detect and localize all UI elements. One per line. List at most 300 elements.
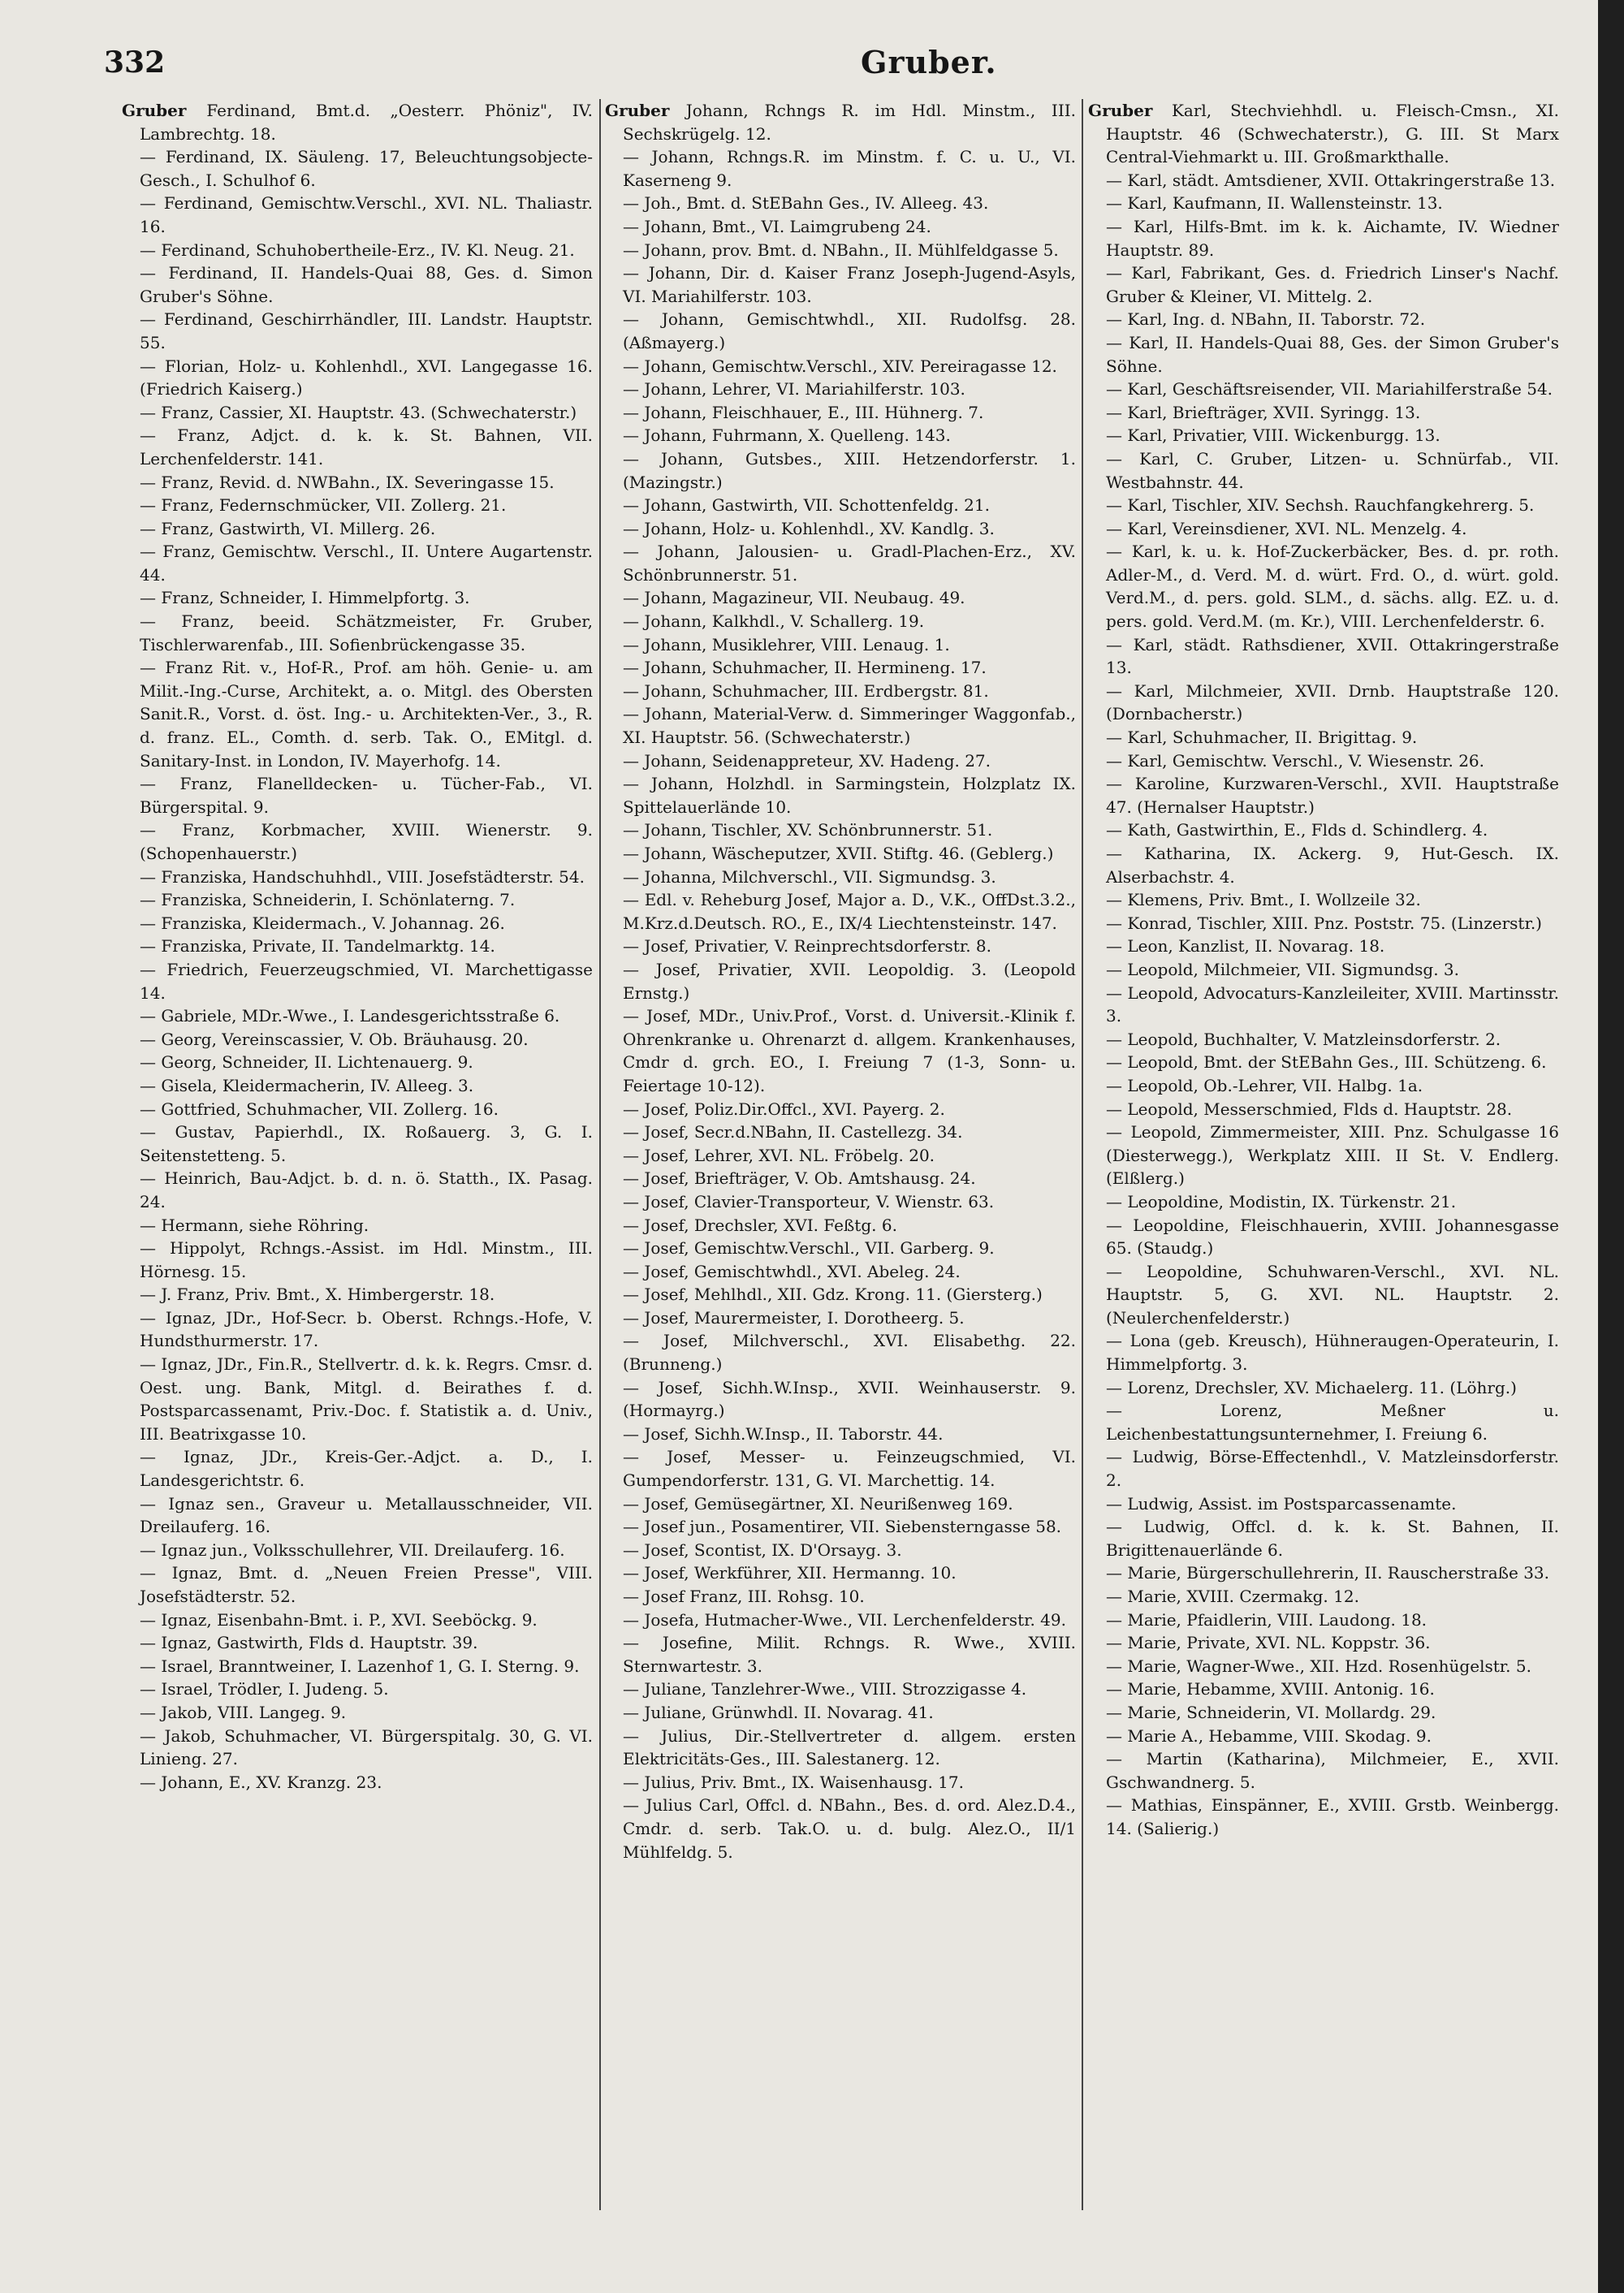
directory-entry bbox=[122, 1121, 593, 1167]
directory-entry bbox=[122, 1771, 593, 1794]
directory-entry bbox=[605, 958, 1076, 1004]
directory-entry bbox=[605, 1376, 1076, 1423]
directory-entry bbox=[1088, 1492, 1559, 1516]
entry-text: — Josef, Lehrer, XVI. NL. Fröbelg. 20. bbox=[623, 1145, 935, 1165]
directory-entry bbox=[1088, 401, 1559, 425]
directory-entry bbox=[1088, 842, 1559, 888]
entry-text: — Juliane, Grünwhdl. II. Novarag. 41. bbox=[623, 1702, 934, 1722]
running-head: Gruber. bbox=[861, 44, 997, 80]
entry-text: — Karl, Briefträger, XVII. Syringg. 13. bbox=[1106, 402, 1421, 422]
directory-entry bbox=[122, 424, 593, 470]
directory-entry bbox=[122, 1004, 593, 1028]
entry-text: — Ferdinand, Gemischtw.Verschl., XVI. NL. Thaliastr. 16. bbox=[140, 193, 593, 236]
directory-entry bbox=[605, 1121, 1076, 1144]
entry-text: — Karl, Gemischtw. Verschl., V. Wiesenstr. 26. bbox=[1106, 750, 1484, 771]
entry-text: — Josef, Gemischtwhdl., XVI. Abeleg. 24. bbox=[623, 1261, 961, 1281]
directory-entry bbox=[1088, 261, 1559, 308]
entry-text: — Johanna, Milchverschl., VII. Sigmundsg. 3. bbox=[623, 866, 996, 887]
directory-entry bbox=[1088, 424, 1559, 447]
directory-entry bbox=[605, 424, 1076, 447]
entry-text: — Karl, Tischler, XIV. Sechsh. Rauchfangkehrerg. 5. bbox=[1106, 495, 1535, 516]
directory-entry bbox=[122, 1725, 593, 1771]
directory-entry bbox=[605, 1678, 1076, 1701]
surname-heading: Gruber bbox=[122, 101, 207, 120]
directory-entry bbox=[1088, 517, 1559, 541]
directory-entry bbox=[605, 215, 1076, 239]
directory-entry bbox=[1088, 331, 1559, 378]
entry-text: — Ferdinand, II. Handels-Quai 88, Ges. d. Simon Gruber's Söhne. bbox=[140, 263, 593, 306]
entry-text: — Karl, Schuhmacher, II. Brigittag. 9. bbox=[1106, 728, 1418, 748]
entry-text: — Franz, Gemischtw. Verschl., II. Untere Augartenstr. 44. bbox=[140, 542, 593, 585]
entry-text: — Hippolyt, Rchngs.-Assist. im Hdl. Minstm., III. Hörnesg. 15. bbox=[140, 1238, 593, 1281]
directory-entry bbox=[605, 1004, 1076, 1097]
entry-text: — Ignaz jun., Volksschullehrer, VII. Dreilauferg. 16. bbox=[140, 1539, 565, 1560]
directory-entry bbox=[605, 517, 1076, 541]
entry-text: — Leon, Kanzlist, II. Novarag. 18. bbox=[1106, 936, 1385, 956]
entry-text: Ferdinand, Bmt.d. „Oesterr. Phöniz", IV. Lambrechtg. 18. bbox=[140, 101, 593, 144]
directory-entry bbox=[1088, 1445, 1559, 1492]
entry-text: — Florian, Holz- u. Kohlenhdl., XVI. Langegasse 16. (Friedrich Kaiserg.) bbox=[140, 356, 593, 399]
directory-entry bbox=[605, 1701, 1076, 1725]
directory-entry bbox=[605, 1725, 1076, 1771]
directory-entry bbox=[1088, 1725, 1559, 1748]
directory-entry bbox=[1088, 749, 1559, 773]
directory-entry bbox=[605, 586, 1076, 610]
entry-text: — Franziska, Private, II. Tandelmarktg. 14. bbox=[140, 936, 495, 956]
directory-entry bbox=[605, 1539, 1076, 1562]
entry-text: — Josef, Privatier, XVII. Leopoldig. 3. (Leopold Ernstg.) bbox=[623, 959, 1076, 1003]
entry-text: — Johann, Gastwirth, VII. Schottenfeldg. 21. bbox=[623, 495, 990, 516]
entry-text: — Gabriele, MDr.-Wwe., I. Landesgerichtsstraße 6. bbox=[140, 1006, 560, 1026]
entry-text: — Leopold, Bmt. der StEBahn Ges., III. Schützeng. 6. bbox=[1106, 1052, 1547, 1073]
entry-text: — Karl, Privatier, VIII. Wickenburgg. 13. bbox=[1106, 425, 1440, 446]
directory-entry bbox=[605, 1283, 1076, 1306]
directory-entry bbox=[122, 1028, 593, 1051]
directory-entry bbox=[122, 517, 593, 541]
directory-entry bbox=[122, 494, 593, 517]
directory-entry bbox=[122, 912, 593, 935]
entry-text: — Ludwig, Offcl. d. k. k. St. Bahnen, II. Brigittenauerlände 6. bbox=[1106, 1517, 1559, 1560]
directory-entry bbox=[122, 308, 593, 354]
entry-text: — Franz, Schneider, I. Himmelpfortg. 3. bbox=[140, 588, 470, 608]
directory-entry bbox=[1088, 1794, 1559, 1840]
directory-entry bbox=[605, 1144, 1076, 1168]
entry-text: — Leopold, Milchmeier, VII. Sigmundsg. 3. bbox=[1106, 959, 1459, 979]
directory-entry bbox=[122, 1701, 593, 1725]
entry-text: — Johann, Jalousien- u. Gradl-Plachen-Erz., XV. Schönbrunnerstr. 51. bbox=[623, 542, 1076, 585]
entry-text: — Josef, Drechsler, XVI. Feßtg. 6. bbox=[623, 1215, 897, 1235]
entry-text: — Josef, MDr., Univ.Prof., Vorst. d. Universit.-Klinik f. Ohrenkranke u. Ohrenarzt d. allgem. Krankenhauses, Cmdr d. grch. EO., I. Freiung 7 (1-3, Sonn- u. Feiertage 10-12). bbox=[623, 1006, 1076, 1095]
directory-entry bbox=[1088, 912, 1559, 935]
entry-text: — Friedrich, Feuerzeugschmied, VI. Marchettigasse 14. bbox=[140, 959, 593, 1003]
directory-entry bbox=[1088, 540, 1559, 633]
entry-text: — Johann, Gemischtw.Verschl., XIV. Pereiragasse 12. bbox=[623, 356, 1057, 376]
entry-text: — Karl, Hilfs-Bmt. im k. k. Aichamte, IV. Wiedner Hauptstr. 89. bbox=[1106, 216, 1559, 260]
directory-entry bbox=[605, 1771, 1076, 1794]
entry-text: — Franz, Gastwirth, VI. Millerg. 26. bbox=[140, 518, 436, 538]
entry-text: — Josef, Werkführer, XII. Hermanng. 10. bbox=[623, 1563, 957, 1583]
entry-text: — Ignaz, Gastwirth, Flds d. Hauptstr. 39. bbox=[140, 1633, 478, 1653]
entry-text: — Josef, Scontist, IX. D'Orsayg. 3. bbox=[623, 1539, 902, 1560]
directory-entry bbox=[605, 145, 1076, 192]
entry-text: — Ferdinand, Geschirrhändler, III. Landstr. Hauptstr. 55. bbox=[140, 309, 593, 352]
entry-text: — Edl. v. Reheburg Josef, Major a. D., V.K., OffDst.3.2., M.Krz.d.Deutsch. RO., E., IX/4 Liechtensteinstr. 147. bbox=[623, 890, 1076, 933]
entry-text: — Johann, Musiklehrer, VIII. Lenaug. 1. bbox=[623, 634, 950, 654]
directory-entry bbox=[605, 355, 1076, 378]
directory-entry bbox=[1088, 1655, 1559, 1678]
entry-text: — Johann, Bmt., VI. Laimgrubeng 24. bbox=[623, 216, 931, 236]
directory-entry bbox=[122, 866, 593, 889]
directory-entry bbox=[122, 1631, 593, 1655]
entry-text: — Karoline, Kurzwaren-Verschl., XVII. Hauptstraße 47. (Hernalser Hauptstr.) bbox=[1106, 774, 1559, 817]
directory-entry bbox=[1088, 1585, 1559, 1609]
entry-text: — Josef, Clavier-Transporteur, V. Wienstr. 63. bbox=[623, 1191, 995, 1211]
directory-entry bbox=[1088, 726, 1559, 749]
directory-entry bbox=[605, 308, 1076, 354]
entry-text: — Gottfried, Schuhmacher, VII. Zollerg. 16. bbox=[140, 1099, 499, 1119]
directory-entry bbox=[1088, 982, 1559, 1028]
directory-entry bbox=[605, 401, 1076, 425]
entry-text: — Franz, Federnschmücker, VII. Zollerg. 21. bbox=[140, 495, 507, 516]
entry-text: — Lorenz, Drechsler, XV. Michaelerg. 11. (Löhrg.) bbox=[1106, 1377, 1517, 1397]
entry-text: — Josef, Sichh.W.Insp., XVII. Weinhauserstr. 9. (Hormayrg.) bbox=[623, 1377, 1076, 1421]
directory-entry bbox=[122, 1237, 593, 1283]
entry-text: — Julius Carl, Offcl. d. NBahn., Bes. d. ord. Alez.D.4., Cmdr. d. serb. Tak.O. u. d. bulg. Alez.O., II/1 Mühlfeldg. 5. bbox=[623, 1795, 1076, 1862]
entry-text: — Mathias, Einspänner, E., XVIII. Grstb. Weinbergg. 14. (Salierig.) bbox=[1106, 1795, 1559, 1838]
directory-entry bbox=[1088, 378, 1559, 401]
entry-text: Johann, Rchngs R. im Hdl. Minstm., III. Sechskrügelg. 12. bbox=[623, 101, 1076, 144]
directory-entry bbox=[605, 1329, 1076, 1375]
directory-entry bbox=[1088, 99, 1559, 169]
entry-text: — Johann, Lehrer, VI. Mariahilferstr. 103. bbox=[623, 379, 965, 399]
entry-text: — Ignaz, JDr., Kreis-Ger.-Adjct. a. D., I. Landesgerichtstr. 6. bbox=[140, 1447, 593, 1491]
entry-text: — Leopoldine, Schuhwaren-Verschl., XVI. NL. Hauptstr. 5, G. XVI. NL. Hauptstr. 2. (Neulerchenfelderstr.) bbox=[1106, 1261, 1559, 1328]
entry-text: — Lorenz, Meßner u. Leichenbestattungsunternehmer, I. Freiung 6. bbox=[1106, 1401, 1559, 1444]
directory-entry bbox=[605, 842, 1076, 866]
directory-entry bbox=[122, 145, 593, 192]
column-left bbox=[122, 99, 593, 2259]
column-divider bbox=[599, 99, 601, 2210]
directory-entry bbox=[1088, 958, 1559, 982]
directory-entry bbox=[605, 610, 1076, 633]
directory-entry bbox=[605, 1167, 1076, 1190]
directory-entry bbox=[605, 1515, 1076, 1539]
directory-entry bbox=[1088, 818, 1559, 842]
entry-text: — Franz, beeid. Schätzmeister, Fr. Gruber, Tischlerwarenfab., III. Sofienbrückengasse 35. bbox=[140, 611, 593, 654]
directory-entry bbox=[122, 540, 593, 586]
directory-entry bbox=[605, 540, 1076, 586]
entry-text: — Johann, Kalkhdl., V. Schallerg. 19. bbox=[623, 611, 925, 632]
entry-text: — Ignaz, Bmt. d. „Neuen Freien Presse", VIII. Josefstädterstr. 52. bbox=[140, 1563, 593, 1606]
entry-text: — Karl, städt. Rathsdiener, XVII. Ottakringerstraße 13. bbox=[1106, 634, 1559, 678]
column-divider bbox=[1082, 99, 1083, 2210]
directory-entry bbox=[122, 471, 593, 494]
directory-entry bbox=[122, 1492, 593, 1539]
directory-entry bbox=[605, 1609, 1076, 1632]
entry-text: — Karl, Fabrikant, Ges. d. Friedrich Linser's Nachf. Gruber & Kleiner, VI. Mittelg. 2. bbox=[1106, 263, 1559, 306]
directory-entry bbox=[122, 355, 593, 401]
directory-entry bbox=[605, 1306, 1076, 1330]
entry-list bbox=[122, 99, 593, 1794]
entry-text: — Juliane, Tanzlehrer-Wwe., VIII. Strozzigasse 4. bbox=[623, 1679, 1027, 1699]
directory-entry bbox=[122, 1353, 593, 1445]
entry-text: — Ignaz, Eisenbahn-Bmt. i. P., XVI. Seeböckg. 9. bbox=[140, 1609, 538, 1630]
entry-text: — Josef, Messer- u. Feinzeugschmied, VI. Gumpendorferstr. 131, G. VI. Marchettig. 14. bbox=[623, 1447, 1076, 1491]
entry-text: — Johann, Seidenappreteur, XV. Hadeng. 27. bbox=[623, 750, 991, 771]
directory-entry bbox=[605, 378, 1076, 401]
directory-entry bbox=[605, 1492, 1076, 1516]
entry-text: — Israel, Trödler, I. Judeng. 5. bbox=[140, 1679, 389, 1699]
entry-text: — Franz, Adjct. d. k. k. St. Bahnen, VII. Lerchenfelderstr. 141. bbox=[140, 425, 593, 469]
entry-text: — Johann, Fleischhauer, E., III. Hühnerg. 7. bbox=[623, 402, 984, 422]
directory-entry bbox=[122, 818, 593, 865]
directory-entry bbox=[1088, 1028, 1559, 1051]
entry-text: — Josef, Secr.d.NBahn, II. Castellezg. 34. bbox=[623, 1122, 963, 1142]
entry-text: — Johann, Wäscheputzer, XVII. Stiftg. 46. (Geblerg.) bbox=[623, 844, 1054, 863]
directory-entry bbox=[1088, 935, 1559, 958]
directory-entry bbox=[1088, 1190, 1559, 1214]
directory-entry bbox=[1088, 1051, 1559, 1074]
entry-text: — Johann, Gutsbes., XIII. Hetzendorferstr. 1. (Mazingstr.) bbox=[623, 448, 1076, 492]
entry-text: — Heinrich, Bau-Adjct. b. d. n. ö. Statth., IX. Pasag. 24. bbox=[140, 1168, 593, 1211]
entry-text: — Johann, Magazineur, VII. Neubaug. 49. bbox=[623, 588, 965, 608]
directory-entry bbox=[1088, 1609, 1559, 1632]
entry-text: — Johann, Schuhmacher, II. Hermineng. 17. bbox=[623, 658, 987, 678]
entry-text: — Klemens, Priv. Bmt., I. Wollzeile 32. bbox=[1106, 890, 1421, 910]
directory-entry bbox=[122, 1051, 593, 1074]
directory-entry bbox=[122, 239, 593, 262]
entry-text: — Ignaz sen., Graveur u. Metallausschneider, VII. Dreilauferg. 16. bbox=[140, 1493, 593, 1537]
directory-entry bbox=[122, 958, 593, 1004]
entry-text: — Georg, Schneider, II. Lichtenauerg. 9. bbox=[140, 1052, 473, 1073]
scan-edge bbox=[1598, 0, 1624, 2293]
entry-text: — Josef, Privatier, V. Reinprechtsdorferstr. 8. bbox=[623, 936, 991, 956]
directory-entry bbox=[605, 99, 1076, 145]
directory-entry bbox=[122, 401, 593, 425]
entry-text: — Hermann, siehe Röhring. bbox=[140, 1215, 369, 1235]
directory-entry bbox=[605, 1794, 1076, 1863]
directory-entry bbox=[122, 1445, 593, 1492]
entry-text: — Johann, Gemischtwhdl., XII. Rudolfsg. 28. (Aßmayerg.) bbox=[623, 309, 1076, 352]
directory-entry bbox=[1088, 215, 1559, 261]
directory-entry bbox=[122, 1214, 593, 1237]
entry-list bbox=[1088, 99, 1559, 1841]
directory-entry bbox=[1088, 1561, 1559, 1585]
directory-entry bbox=[605, 888, 1076, 935]
directory-entry bbox=[1088, 1747, 1559, 1794]
entry-text: — Johann, Schuhmacher, III. Erdbergstr. 81. bbox=[623, 680, 989, 701]
entry-text: — Franz, Cassier, XI. Hauptstr. 43. (Schwechaterstr.) bbox=[140, 402, 577, 422]
column-right bbox=[1088, 99, 1559, 2259]
directory-entry bbox=[122, 1074, 593, 1098]
entry-text: — Lona (geb. Kreusch), Hühneraugen-Operateurin, I. Himmelpfortg. 3. bbox=[1106, 1331, 1559, 1375]
directory-entry bbox=[605, 702, 1076, 749]
entry-text: — Josef jun., Posamentirer, VII. Siebensterngasse 58. bbox=[623, 1517, 1062, 1537]
entry-text: — Johann, prov. Bmt. d. NBahn., II. Mühlfeldgasse 5. bbox=[623, 240, 1059, 260]
directory-entry bbox=[605, 1585, 1076, 1609]
directory-entry bbox=[605, 1445, 1076, 1492]
directory-entry bbox=[1088, 494, 1559, 517]
entry-text: — Ferdinand, IX. Säuleng. 17, Beleuchtungsobjecte-Gesch., I. Schulhof 6. bbox=[140, 147, 593, 190]
entry-text: — Josef, Briefträger, V. Ob. Amtshausg. 24. bbox=[623, 1168, 976, 1189]
page-number: 332 bbox=[104, 45, 166, 80]
entry-text: — Johann, Material-Verw. d. Simmeringer Waggonfab., XI. Hauptstr. 56. (Schwechaterstr.) bbox=[623, 704, 1076, 748]
directory-entry bbox=[1088, 1399, 1559, 1445]
directory-entry bbox=[122, 1306, 593, 1353]
directory-entry bbox=[1088, 447, 1559, 494]
directory-entry bbox=[1088, 1098, 1559, 1121]
entry-text: — Josefa, Hutmacher-Wwe., VII. Lerchenfelderstr. 49. bbox=[623, 1609, 1066, 1630]
entry-text: — Josef, Maurermeister, I. Dorotheerg. 5. bbox=[623, 1307, 965, 1328]
directory-entry bbox=[1088, 1329, 1559, 1375]
entry-text: — Ferdinand, Schuhobertheile-Erz., IV. Kl. Neug. 21. bbox=[140, 240, 575, 260]
directory-entry bbox=[605, 633, 1076, 657]
directory-entry bbox=[605, 1214, 1076, 1237]
entry-text: — Leopold, Messerschmied, Flds d. Hauptstr. 28. bbox=[1106, 1099, 1513, 1119]
entry-text: — Josef Franz, III. Rohsg. 10. bbox=[623, 1587, 865, 1606]
entry-text: — Marie, Pfaidlerin, VIII. Laudong. 18. bbox=[1106, 1609, 1427, 1630]
directory-entry bbox=[605, 772, 1076, 818]
directory-entry bbox=[122, 1678, 593, 1701]
directory-entry bbox=[122, 1283, 593, 1306]
directory-entry bbox=[1088, 1260, 1559, 1330]
entry-text: — Karl, städt. Amtsdiener, XVII. Ottakringerstraße 13. bbox=[1106, 170, 1556, 190]
entry-text: — Joh., Bmt. d. StEBahn Ges., IV. Alleeg. 43. bbox=[623, 193, 989, 214]
entry-text: — Johann, Rchngs.R. im Minstm. f. C. u. U., VI. Kaserneng 9. bbox=[623, 147, 1076, 190]
entry-text: — Gustav, Papierhdl., IX. Roßauerg. 3, G. I. Seitenstetteng. 5. bbox=[140, 1122, 593, 1165]
entry-text: — Karl, Kaufmann, II. Wallensteinstr. 13. bbox=[1106, 193, 1443, 214]
directory-entry bbox=[605, 1561, 1076, 1585]
entry-text: — Karl, Geschäftsreisender, VII. Mariahilferstraße 54. bbox=[1106, 379, 1553, 399]
entry-text: — Johann, E., XV. Kranzg. 23. bbox=[140, 1772, 382, 1792]
entry-text: — Marie A., Hebamme, VIII. Skodag. 9. bbox=[1106, 1725, 1432, 1746]
directory-entry bbox=[605, 749, 1076, 773]
directory-entry bbox=[122, 1655, 593, 1678]
directory-entry bbox=[1088, 169, 1559, 192]
directory-entry bbox=[122, 610, 593, 656]
directory-entry bbox=[1088, 772, 1559, 818]
entry-text: — Israel, Branntweiner, I. Lazenhof 1, G. I. Sterng. 9. bbox=[140, 1656, 580, 1676]
directory-entry bbox=[1088, 633, 1559, 680]
directory-entry bbox=[1088, 888, 1559, 912]
directory-entry bbox=[122, 99, 593, 145]
entry-text: — Leopold, Zimmermeister, XIII. Pnz. Schulgasse 16 (Diesterwegg.), Werkplatz XIII. II St. V. Endlerg. (Elßlerg.) bbox=[1106, 1122, 1559, 1189]
entry-text: — Marie, XVIII. Czermakg. 12. bbox=[1106, 1587, 1359, 1606]
directory-entry bbox=[1088, 1515, 1559, 1561]
directory-entry bbox=[605, 1631, 1076, 1678]
directory-entry bbox=[1088, 680, 1559, 726]
entry-text: — Josef, Sichh.W.Insp., II. Taborstr. 44. bbox=[623, 1423, 944, 1444]
entry-text: — Leopold, Advocaturs-Kanzleileiter, XVIII. Martinsstr. 3. bbox=[1106, 982, 1559, 1026]
entry-text: — Josef, Gemüsegärtner, XI. Neurißenweg 169. bbox=[623, 1493, 1013, 1514]
directory-entry bbox=[122, 935, 593, 958]
directory-entry bbox=[605, 866, 1076, 889]
directory-entry bbox=[1088, 1214, 1559, 1260]
entry-text: — Martin (Katharina), Milchmeier, E., XVII. Gschwandnerg. 5. bbox=[1106, 1749, 1559, 1792]
entry-text: — Leopoldine, Fleischhauerin, XVIII. Johannesgasse 65. (Staudg.) bbox=[1106, 1215, 1559, 1259]
entry-text: — Karl, Vereinsdiener, XVI. NL. Menzelg. 4. bbox=[1106, 518, 1467, 538]
directory-entry bbox=[122, 888, 593, 912]
entry-text: — Josef, Mehlhdl., XII. Gdz. Krong. 11. (Giersterg.) bbox=[623, 1285, 1043, 1305]
entry-text: — Leopoldine, Modistin, IX. Türkenstr. 21. bbox=[1106, 1191, 1457, 1211]
entry-text: — Marie, Wagner-Wwe., XII. Hzd. Rosenhügelstr. 5. bbox=[1106, 1656, 1531, 1676]
directory-entry bbox=[605, 1260, 1076, 1284]
directory-entry bbox=[122, 192, 593, 238]
directory-entry bbox=[605, 1098, 1076, 1121]
entry-text: — Josefine, Milit. Rchngs. R. Wwe., XVIII. Sternwartestr. 3. bbox=[623, 1633, 1076, 1676]
entry-text: — Franz, Revid. d. NWBahn., IX. Severingasse 15. bbox=[140, 472, 555, 492]
entry-text: — J. Franz, Priv. Bmt., X. Himbergerstr. 18. bbox=[140, 1285, 495, 1305]
entry-text: — Ludwig, Börse-Effectenhdl., V. Matzleinsdorferstr. 2. bbox=[1106, 1447, 1559, 1491]
directory-entry bbox=[122, 1609, 593, 1632]
entry-text: — Jakob, Schuhmacher, VI. Bürgerspitalg. 30, G. VI. Linieng. 27. bbox=[140, 1725, 593, 1769]
entry-text: — Julius, Dir.-Stellvertreter d. allgem. ersten Elektricitäts-Ges., III. Salestanerg. 12. bbox=[623, 1725, 1076, 1769]
directory-entry bbox=[1088, 1376, 1559, 1400]
directory-entry bbox=[1088, 1631, 1559, 1655]
entry-text: — Georg, Vereinscassier, V. Ob. Bräuhausg. 20. bbox=[140, 1029, 529, 1049]
directory-entry bbox=[122, 656, 593, 772]
entry-text: — Leopold, Ob.-Lehrer, VII. Halbg. 1a. bbox=[1106, 1075, 1423, 1095]
entry-text: — Franziska, Schneiderin, I. Schönlaterng. 7. bbox=[140, 890, 516, 910]
directory-entry bbox=[122, 1167, 593, 1213]
surname-heading: Gruber bbox=[605, 101, 686, 120]
entry-text: — Franz, Flanelldecken- u. Tücher-Fab., VI. Bürgerspital. 9. bbox=[140, 774, 593, 817]
entry-text: — Josef, Poliz.Dir.Offcl., XVI. Payerg. 2. bbox=[623, 1099, 945, 1119]
page-header bbox=[97, 41, 1559, 89]
entry-text: — Gisela, Kleidermacherin, IV. Alleeg. 3. bbox=[140, 1075, 474, 1095]
entry-text: — Karl, II. Handels-Quai 88, Ges. der Simon Gruber's Söhne. bbox=[1106, 332, 1559, 376]
directory-entry bbox=[122, 1098, 593, 1121]
entry-text: — Jakob, VIII. Langeg. 9. bbox=[140, 1702, 347, 1722]
directory-entry bbox=[1088, 1074, 1559, 1098]
entry-text: — Julius, Priv. Bmt., IX. Waisenhausg. 17. bbox=[623, 1772, 964, 1792]
directory-entry bbox=[605, 239, 1076, 262]
entry-text: — Johann, Tischler, XV. Schönbrunnerstr. 51. bbox=[623, 820, 993, 840]
entry-text: — Marie, Schneiderin, VI. Mollardg. 29. bbox=[1106, 1702, 1436, 1722]
entry-text: — Leopold, Buchhalter, V. Matzleinsdorferstr. 2. bbox=[1106, 1029, 1501, 1049]
entry-text: — Johann, Fuhrmann, X. Quelleng. 143. bbox=[623, 425, 951, 446]
entry-text: — Johann, Holz- u. Kohlenhdl., XV. Kandlg. 3. bbox=[623, 518, 995, 538]
entry-text: — Ludwig, Assist. im Postsparcassenamte. bbox=[1106, 1493, 1457, 1514]
entry-text: — Marie, Private, XVI. NL. Koppstr. 36. bbox=[1106, 1633, 1431, 1653]
surname-heading: Gruber bbox=[1088, 101, 1172, 120]
entry-text: — Ignaz, JDr., Fin.R., Stellvertr. d. k. k. Regrs. Cmsr. d. Oest. ung. Bank, Mitgl. d. Beirathes f. d. Postsparcassenamt, Priv.-Doc. f. Statistik a. d. Univ., III. Beatrixgasse 10. bbox=[140, 1354, 593, 1444]
entry-text: — Franziska, Kleidermach., V. Johannag. 26. bbox=[140, 913, 505, 933]
entry-text: — Karl, Milchmeier, XVII. Drnb. Hauptstraße 120. (Dornbacherstr.) bbox=[1106, 680, 1559, 724]
column-middle bbox=[605, 99, 1076, 2259]
directory-entry bbox=[605, 447, 1076, 494]
entry-list bbox=[605, 99, 1076, 1863]
directory-entry bbox=[122, 261, 593, 308]
directory-entry bbox=[1088, 1121, 1559, 1190]
entry-text: — Kath, Gastwirthin, E., Flds d. Schindlerg. 4. bbox=[1106, 820, 1488, 840]
directory-entry bbox=[605, 261, 1076, 308]
directory-entry bbox=[605, 192, 1076, 215]
directory-entry bbox=[605, 494, 1076, 517]
entry-text: — Karl, k. u. k. Hof-Zuckerbäcker, Bes. d. pr. roth. Adler-M., d. Verd. M. d. würt. Frd. O., d. würt. gold. Verd.M., d. pers. gold. SLM., d. sächs. allg. EZ. u. d. pers. gold. Verd.M. (m. Kr.), VIII. Lerchenfelderstr. 6. bbox=[1106, 542, 1559, 632]
entry-text: — Katharina, IX. Ackerg. 9, Hut-Gesch. IX. Alserbachstr. 4. bbox=[1106, 844, 1559, 887]
entry-text: — Josef, Gemischtw.Verschl., VII. Garberg. 9. bbox=[623, 1238, 995, 1259]
directory-entry bbox=[1088, 1701, 1559, 1725]
entry-text: — Karl, Ing. d. NBahn, II. Taborstr. 72. bbox=[1106, 309, 1426, 330]
entry-text: — Franz Rit. v., Hof-R., Prof. am höh. Genie- u. am Milit.-Ing.-Curse, Architekt, a. o. Mitgl. des Obersten Sanit.R., Vorst. d. öst. Ing.- u. Architekten-Ver., 3., R. d. franz. EL., Comth. d. serb. Tak. O., EMitgl. d. Sanitary-Inst. in London, IV. Mayerhofg. 14. bbox=[140, 658, 593, 771]
directory-entry bbox=[1088, 308, 1559, 331]
entry-text: Karl, Stechviehhdl. u. Fleisch-Cmsn., XI. Hauptstr. 46 (Schwechaterstr.), G. III. St Marx Central-Viehmarkt u. III. Großmarkthalle. bbox=[1106, 101, 1559, 167]
entry-text: — Johann, Holzhdl. in Sarmingstein, Holzplatz IX. Spittelauerlände 10. bbox=[623, 774, 1076, 817]
directory-entry bbox=[1088, 1678, 1559, 1701]
directory-entry bbox=[605, 935, 1076, 958]
entry-text: — Ignaz, JDr., Hof-Secr. b. Oberst. Rchngs.-Hofe, V. Hundsthurmerstr. 17. bbox=[140, 1307, 593, 1351]
